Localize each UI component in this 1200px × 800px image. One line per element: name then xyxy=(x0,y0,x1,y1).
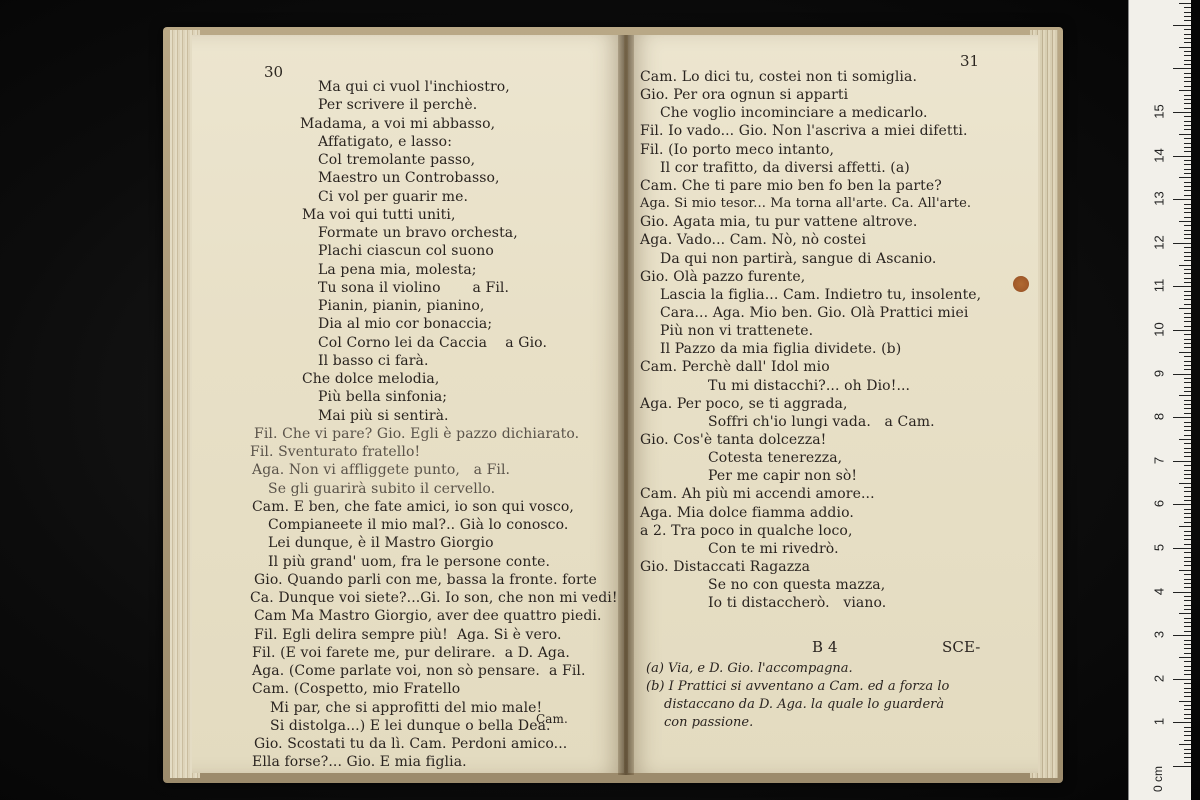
ruler-tick xyxy=(1184,670,1191,671)
ruler-tick xyxy=(1184,260,1191,261)
ruler-tick xyxy=(1173,374,1191,375)
ruler-tick xyxy=(1173,286,1191,287)
left-page-line: Cam Ma Mastro Giorgio, aver dee quattro piedi. xyxy=(254,608,602,625)
ruler-tick xyxy=(1184,387,1191,388)
footnote-line: (b) I Prattici si avventano a Cam. ed a forza lo xyxy=(646,679,950,694)
ruler-tick xyxy=(1184,422,1191,423)
book-gutter xyxy=(618,35,634,775)
right-page-line: Lascia la figlia... Cam. Indietro tu, insolente, xyxy=(660,286,982,303)
right-page-line: Con te mi rivedrò. xyxy=(708,540,839,557)
ruler-tick xyxy=(1184,169,1191,170)
ruler-tick xyxy=(1184,718,1191,719)
ruler-tick xyxy=(1184,326,1191,327)
ruler-tick xyxy=(1173,112,1191,113)
ruler-tick xyxy=(1184,583,1191,584)
ruler-tick xyxy=(1173,243,1191,244)
ruler-tick xyxy=(1184,413,1191,414)
ruler-tick xyxy=(1184,238,1191,239)
ruler-tick xyxy=(1184,430,1191,431)
ruler-tick xyxy=(1184,631,1191,632)
ruler-tick xyxy=(1184,522,1191,523)
left-page-line: Pianin, pianin, pianino, xyxy=(318,298,485,314)
ruler-tick xyxy=(1184,256,1191,257)
left-page-line: Affatigato, e lasso: xyxy=(318,133,453,150)
ruler-tick xyxy=(1184,339,1191,340)
ruler-tick xyxy=(1184,190,1191,191)
ruler-tick xyxy=(1184,666,1191,667)
ruler-tick xyxy=(1184,696,1191,697)
ruler-tick xyxy=(1179,3,1191,4)
ruler-tick xyxy=(1184,496,1191,497)
ruler-tick xyxy=(1184,714,1191,715)
ruler-number: 9 xyxy=(1151,369,1167,377)
ruler-tick xyxy=(1184,29,1191,30)
left-page-line: Gio. Scostati tu da lì. Cam. Perdoni amico... xyxy=(254,736,568,752)
right-page-line: Il Pazzo da mia figlia dividete. (b) xyxy=(660,341,902,358)
left-page-line: Si distolga...) E lei dunque o bella Dea. xyxy=(270,717,551,734)
ruler-tick xyxy=(1173,156,1191,157)
ruler-tick xyxy=(1184,212,1191,213)
ruler-tick xyxy=(1184,252,1191,253)
ruler-tick xyxy=(1173,504,1191,505)
ruler-tick xyxy=(1184,692,1191,693)
left-page-line: Mai più si sentirà. xyxy=(318,407,449,424)
right-page-line: Aga. Vado... Cam. Nò, nò costei xyxy=(640,232,867,249)
ruler-tick xyxy=(1184,160,1191,161)
ruler-tick xyxy=(1184,7,1191,8)
ruler-tick xyxy=(1184,151,1191,152)
ruler-tick xyxy=(1184,579,1191,580)
ruler-tick xyxy=(1173,635,1191,636)
left-page-line: Cam. xyxy=(536,712,568,726)
ruler-tick xyxy=(1179,701,1191,702)
ruler-tick xyxy=(1179,265,1191,266)
ruler-tick xyxy=(1184,435,1191,436)
ruler-tick xyxy=(1179,221,1191,222)
ruler-tick xyxy=(1173,679,1191,680)
ruler-tick xyxy=(1173,548,1191,549)
left-page-line: Se gli guarirà subito il cervello. xyxy=(268,480,496,497)
ruler-tick xyxy=(1184,565,1191,566)
ruler-tick xyxy=(1184,517,1191,518)
ruler-tick xyxy=(1179,526,1191,527)
right-page-line: Fil. Io vado... Gio. Non l'ascriva a miei difetti. xyxy=(640,123,968,140)
right-page-line: Cotesta tenerezza, xyxy=(708,450,843,467)
ruler-tick xyxy=(1179,308,1191,309)
ruler-tick xyxy=(1184,20,1191,21)
left-page-line: Tu sona il violino a Fil. xyxy=(318,279,510,296)
ruler-tick xyxy=(1184,291,1191,292)
right-page-line: Aga. Per poco, se ti aggrada, xyxy=(640,395,848,412)
ruler-tick xyxy=(1184,561,1191,562)
ruler-tick xyxy=(1184,95,1191,96)
measuring-ruler xyxy=(1128,0,1191,800)
left-page-line: Plachi ciascun col suono xyxy=(318,243,494,260)
ruler-tick xyxy=(1184,195,1191,196)
ruler-tick xyxy=(1184,204,1191,205)
left-page-line: Ma voi qui tutti uniti, xyxy=(302,206,456,223)
ruler-tick xyxy=(1184,609,1191,610)
ruler-tick xyxy=(1184,121,1191,122)
ruler-tick xyxy=(1179,90,1191,91)
right-page-line: Aga. Mia dolce fiamma addio. xyxy=(640,504,854,521)
ruler-number: 2 xyxy=(1151,674,1167,682)
right-page-line: Cam. Ah più mi accendi amore... xyxy=(640,486,875,503)
ruler-tick xyxy=(1184,731,1191,732)
right-page-line: Cam. Perchè dall' Idol mio xyxy=(640,359,830,376)
left-page-line: Gio. Quando parli con me, bassa la fronte. forte xyxy=(254,571,597,588)
left-page-line: Fil. Egli delira sempre più! Aga. Si è vero. xyxy=(254,626,562,643)
left-page-line: Col tremolante passo, xyxy=(318,152,476,168)
right-page-line: Fil. (Io porto meco intanto, xyxy=(640,141,835,158)
ruler-tick xyxy=(1184,470,1191,471)
ruler-tick xyxy=(1184,452,1191,453)
ruler-tick xyxy=(1184,55,1191,56)
ruler-tick xyxy=(1184,278,1191,279)
ruler-tick xyxy=(1184,173,1191,174)
ruler-tick xyxy=(1184,757,1191,758)
ruler-tick xyxy=(1184,369,1191,370)
ruler-tick xyxy=(1184,81,1191,82)
ruler-tick xyxy=(1184,478,1191,479)
ruler-tick xyxy=(1184,491,1191,492)
ruler-tick xyxy=(1184,38,1191,39)
ruler-tick xyxy=(1184,138,1191,139)
ruler-tick xyxy=(1173,766,1191,767)
ruler-tick xyxy=(1184,749,1191,750)
ruler-tick xyxy=(1184,400,1191,401)
ruler-tick xyxy=(1184,674,1191,675)
ruler-number: 13 xyxy=(1151,191,1167,206)
left-page-line: Madama, a voi mi abbasso, xyxy=(300,115,496,132)
ruler-tick xyxy=(1184,147,1191,148)
ruler-tick xyxy=(1184,378,1191,379)
ruler-tick xyxy=(1184,304,1191,305)
ruler-tick xyxy=(1184,391,1191,392)
ruler-tick xyxy=(1184,487,1191,488)
right-page-line: Tu mi distacchi?... oh Dio!... xyxy=(708,377,911,394)
left-page-line: Maestro un Controbasso, xyxy=(318,170,500,187)
ruler-tick xyxy=(1184,596,1191,597)
left-page-line: Cam. (Cospetto, mio Fratello xyxy=(252,681,461,698)
ruler-tick xyxy=(1173,199,1191,200)
ruler-tick xyxy=(1184,64,1191,65)
right-page-line: Che voglio incominciare a medicarlo. xyxy=(660,105,928,122)
ruler-tick xyxy=(1184,648,1191,649)
ruler-tick xyxy=(1184,762,1191,763)
ruler-tick xyxy=(1184,12,1191,13)
ruler-tick xyxy=(1184,208,1191,209)
ruler-tick xyxy=(1184,688,1191,689)
right-page-line: a 2. Tra poco in qualche loco, xyxy=(640,522,853,539)
left-page-line: Ella forse?... Gio. E mia figlia. xyxy=(252,754,467,771)
ruler-tick xyxy=(1173,68,1191,69)
ruler-number: 12 xyxy=(1151,235,1167,250)
right-page-line: Gio. Distaccati Ragazza xyxy=(640,559,811,576)
ruler-tick xyxy=(1184,557,1191,558)
ruler-tick xyxy=(1184,382,1191,383)
ruler-tick xyxy=(1184,60,1191,61)
signature-mark: B 4 xyxy=(812,638,838,656)
right-page-line: Cam. Che ti pare mio ben fo ben la parte? xyxy=(640,177,942,194)
ruler-tick xyxy=(1184,618,1191,619)
ruler-tick xyxy=(1184,116,1191,117)
left-page-line: Aga. (Come parlate voi, non sò pensare. a Fil. xyxy=(252,663,586,679)
ruler-tick xyxy=(1184,683,1191,684)
ruler-tick xyxy=(1184,108,1191,109)
ruler-tick xyxy=(1184,753,1191,754)
ruler-number: 6 xyxy=(1151,500,1167,508)
ruler-tick xyxy=(1184,313,1191,314)
ruler-tick xyxy=(1184,509,1191,510)
left-page-line: Il più grand' uom, fra le persone conte. xyxy=(268,553,551,570)
ruler-number: 4 xyxy=(1151,587,1167,595)
ruler-tick xyxy=(1184,16,1191,17)
ruler-tick xyxy=(1184,317,1191,318)
paper-stain xyxy=(1013,276,1029,292)
ruler-tick xyxy=(1184,247,1191,248)
ruler-tick xyxy=(1184,34,1191,35)
left-page-line: Fil. (E voi farete me, pur delirare. a D. Aga. xyxy=(252,644,570,661)
left-page-line: Aga. Non vi affliggete punto, a Fil. xyxy=(252,462,511,479)
ruler-tick xyxy=(1184,600,1191,601)
right-page-line: Gio. Agata mia, tu pur vattene altrove. xyxy=(640,214,918,231)
ruler-tick xyxy=(1184,129,1191,130)
left-page-number: 30 xyxy=(264,63,284,81)
right-page-line: Più non vi trattenete. xyxy=(660,323,814,340)
ruler-tick xyxy=(1179,352,1191,353)
ruler-unit: 0 cm xyxy=(1151,765,1166,793)
ruler-tick xyxy=(1184,727,1191,728)
ruler-tick xyxy=(1179,570,1191,571)
ruler-tick xyxy=(1184,735,1191,736)
ruler-number: 3 xyxy=(1151,631,1167,639)
left-page-line: Mi par, che si approfitti del mio male! xyxy=(270,699,543,716)
ruler-tick xyxy=(1184,186,1191,187)
ruler-number: 7 xyxy=(1151,456,1167,464)
ruler-number: 15 xyxy=(1151,104,1167,119)
left-page-line: Col Corno lei da Caccia a Gio. xyxy=(318,334,548,351)
ruler-tick xyxy=(1184,230,1191,231)
ruler-tick xyxy=(1184,705,1191,706)
ruler-number: 11 xyxy=(1151,279,1167,293)
ruler-tick xyxy=(1184,404,1191,405)
ruler-tick xyxy=(1184,535,1191,536)
ruler-tick xyxy=(1184,574,1191,575)
ruler-number: 14 xyxy=(1151,147,1167,163)
ruler-tick xyxy=(1173,417,1191,418)
left-page-line: Ca. Dunque voi siete?...Gi. Io son, che non mi vedi! xyxy=(250,590,618,606)
ruler-tick xyxy=(1179,657,1191,658)
footnote-line: (a) Via, e D. Gio. l'accompagna. xyxy=(646,661,853,676)
ruler-tick xyxy=(1184,587,1191,588)
footnote-line: con passione. xyxy=(664,715,754,730)
ruler-tick xyxy=(1184,465,1191,466)
ruler-tick xyxy=(1173,461,1191,462)
ruler-tick xyxy=(1184,653,1191,654)
ruler-number: 10 xyxy=(1151,322,1167,337)
right-page-line: Soffri ch'io lungi vada. a Cam. xyxy=(708,413,935,430)
left-page-line: Ma qui ci vuol l'inchiostro, xyxy=(318,79,510,95)
ruler-tick xyxy=(1179,744,1191,745)
ruler-number: 1 xyxy=(1151,718,1167,726)
ruler-tick xyxy=(1184,343,1191,344)
right-page-line: Io ti distaccherò. viano. xyxy=(708,595,887,612)
right-page-line: Se no con questa mazza, xyxy=(708,577,886,594)
ruler-tick xyxy=(1184,709,1191,710)
ruler-tick xyxy=(1184,225,1191,226)
ruler-tick xyxy=(1179,395,1191,396)
left-page-line: Che dolce melodia, xyxy=(302,371,440,387)
ruler-tick xyxy=(1184,99,1191,100)
ruler-tick xyxy=(1184,474,1191,475)
ruler-tick xyxy=(1184,622,1191,623)
ruler-tick xyxy=(1184,626,1191,627)
left-page-line: Lei dunque, è il Mastro Giorgio xyxy=(268,535,494,552)
ruler-tick xyxy=(1173,722,1191,723)
ruler-tick xyxy=(1184,234,1191,235)
right-page-line: Cara... Aga. Mio ben. Gio. Olà Prattici miei xyxy=(660,304,969,321)
ruler-tick xyxy=(1184,182,1191,183)
ruler-tick xyxy=(1184,661,1191,662)
right-page-line: Gio. Olà pazzo furente, xyxy=(640,268,806,285)
ruler-tick xyxy=(1184,361,1191,362)
left-page-line: Più bella sinfonia; xyxy=(318,389,448,406)
ruler-number: 5 xyxy=(1151,543,1167,552)
ruler-tick xyxy=(1184,539,1191,540)
ruler-tick xyxy=(1184,86,1191,87)
left-page-line: Per scrivere il perchè. xyxy=(318,97,478,114)
ruler-tick xyxy=(1179,439,1191,440)
ruler-tick xyxy=(1179,483,1191,484)
right-page-line: Il cor trafitto, da diversi affetti. (a) xyxy=(660,159,910,176)
right-page-line: Cam. Lo dici tu, costei non ti somiglia. xyxy=(640,69,917,85)
ruler-tick xyxy=(1184,299,1191,300)
ruler-tick xyxy=(1184,365,1191,366)
footnote-line: distaccano da D. Aga. la quale lo guarderà xyxy=(664,697,945,712)
ruler-tick xyxy=(1184,443,1191,444)
left-page-line: Compianeete il mio mal?.. Già lo conosco. xyxy=(268,517,569,533)
ruler-tick xyxy=(1184,334,1191,335)
ruler-tick xyxy=(1184,552,1191,553)
ruler-number: 8 xyxy=(1151,413,1167,421)
ruler-tick xyxy=(1184,164,1191,165)
ruler-tick xyxy=(1184,73,1191,74)
right-page-line: Per me capir non sò! xyxy=(708,468,858,485)
ruler-tick xyxy=(1184,605,1191,606)
ruler-tick xyxy=(1184,77,1191,78)
ruler-tick xyxy=(1184,42,1191,43)
right-page-line: Gio. Per ora ognun si apparti xyxy=(640,87,849,104)
ruler-tick xyxy=(1179,134,1191,135)
left-page-line: Dia al mio cor bonaccia; xyxy=(318,316,493,333)
right-page-number: 31 xyxy=(960,52,980,70)
left-page-line: Cam. E ben, che fate amici, io son qui vosco, xyxy=(252,498,574,515)
ruler-tick xyxy=(1184,103,1191,104)
left-page-line: Fil. Sventurato fratello! xyxy=(250,444,421,460)
left-page-line: Il basso ci farà. xyxy=(318,352,429,369)
ruler-tick xyxy=(1173,330,1191,331)
ruler-tick xyxy=(1184,531,1191,532)
ruler-tick xyxy=(1184,448,1191,449)
left-page-line: Ci vol per guarir me. xyxy=(318,188,469,205)
ruler-tick xyxy=(1184,282,1191,283)
ruler-tick xyxy=(1184,273,1191,274)
ruler-tick xyxy=(1184,217,1191,218)
ruler-tick xyxy=(1184,356,1191,357)
ruler-tick xyxy=(1179,613,1191,614)
ruler-tick xyxy=(1184,408,1191,409)
ruler-tick xyxy=(1184,143,1191,144)
left-page-line: Fil. Che vi pare? Gio. Egli è pazzo dichiarato. xyxy=(254,425,580,442)
left-page-line: Formate un bravo orchesta, xyxy=(318,225,518,241)
ruler-tick xyxy=(1179,47,1191,48)
ruler-tick xyxy=(1173,25,1191,26)
ruler-tick xyxy=(1184,347,1191,348)
left-page-line: La pena mia, molesta; xyxy=(318,261,477,278)
right-page-line: Aga. Si mio tesor... Ma torna all'arte. Ca. All'arte. xyxy=(640,196,972,212)
ruler-tick xyxy=(1184,426,1191,427)
ruler-tick xyxy=(1184,740,1191,741)
ruler-tick xyxy=(1179,177,1191,178)
ruler-tick xyxy=(1184,295,1191,296)
ruler-tick xyxy=(1184,644,1191,645)
right-page-line: Da qui non partirà, sangue di Ascanio. xyxy=(660,250,937,267)
ruler-tick xyxy=(1184,51,1191,52)
ruler-tick xyxy=(1184,640,1191,641)
right-page-line: Gio. Cos'è tanta dolcezza! xyxy=(640,432,827,448)
ruler-tick xyxy=(1184,500,1191,501)
ruler-tick xyxy=(1184,544,1191,545)
catchword: SCE- xyxy=(942,638,981,656)
ruler-tick xyxy=(1184,269,1191,270)
ruler-tick xyxy=(1173,592,1191,593)
ruler-tick xyxy=(1184,456,1191,457)
ruler-tick xyxy=(1184,321,1191,322)
ruler-tick xyxy=(1184,513,1191,514)
ruler-tick xyxy=(1184,125,1191,126)
